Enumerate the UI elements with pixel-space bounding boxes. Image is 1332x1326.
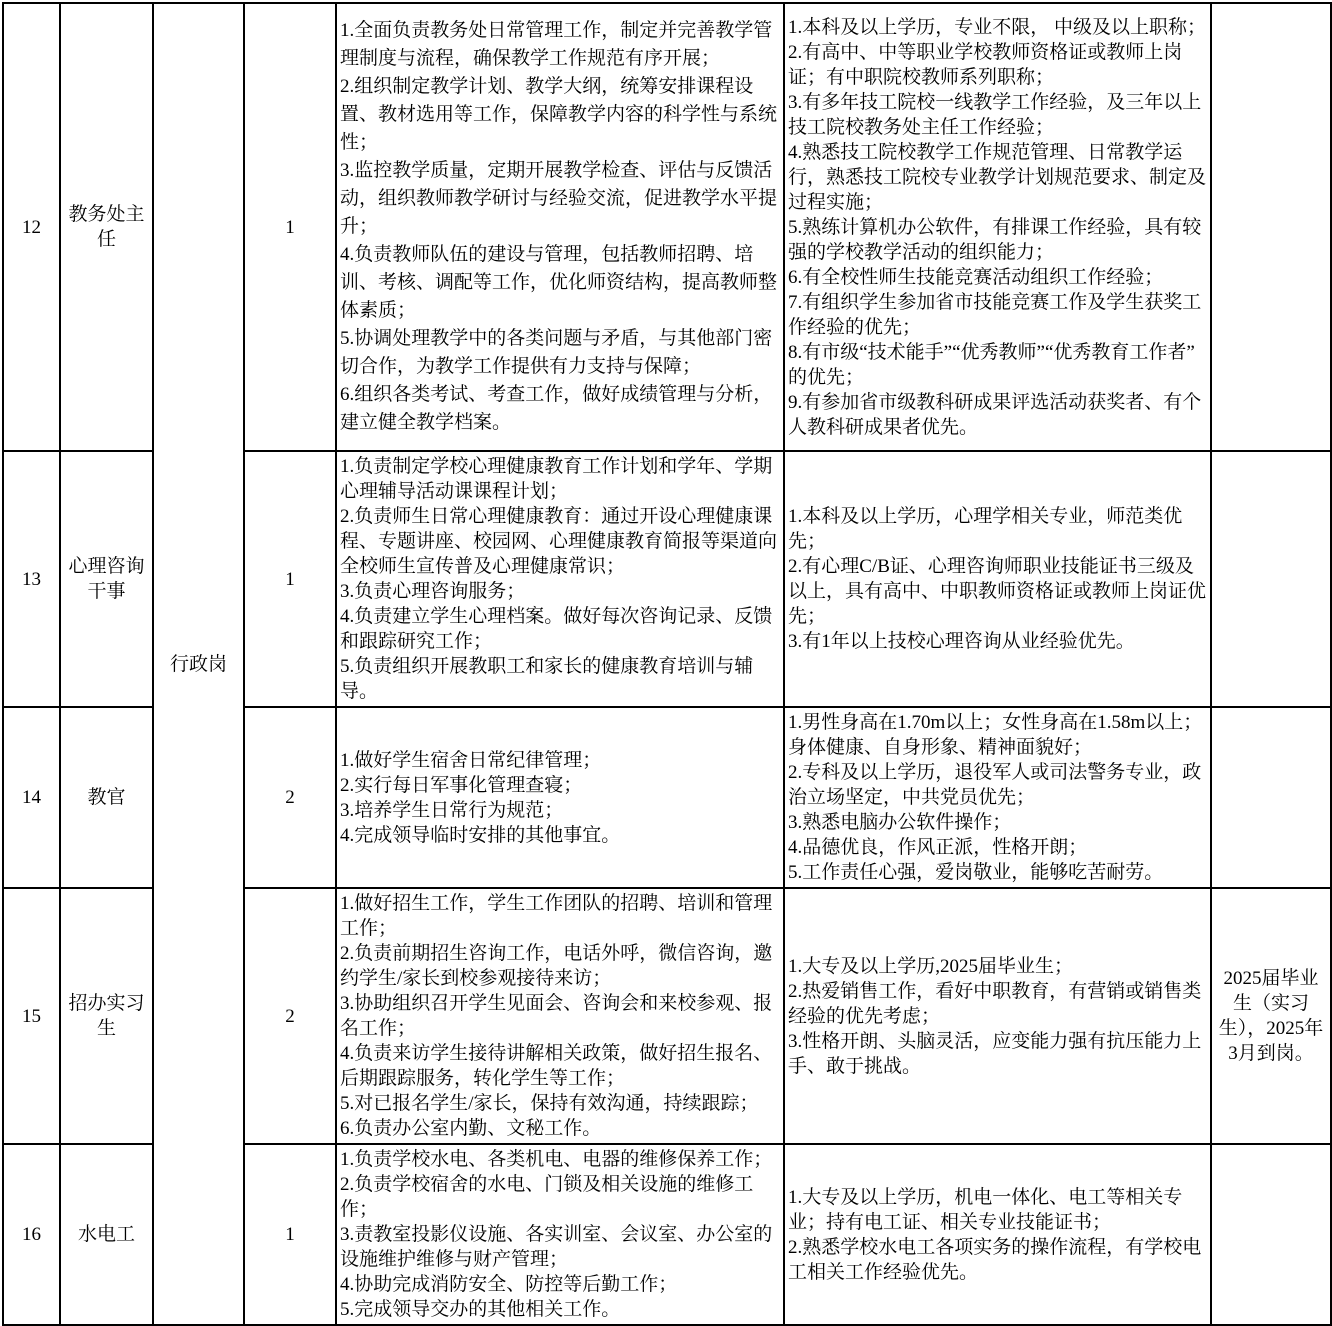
text-line: 2.负责学校宿舍的水电、门锁及相关设施的维修工作； [340,1174,754,1220]
text-line: 4.熟悉技工院校教学工作规范管理、日常教学运行，熟悉技工院校专业教学计划规范要求、制定及过程实施； [788,141,1207,213]
row-number: 13 [3,451,60,707]
text-line: 6.有全校性师生技能竞赛活动组织工作经验； [788,266,1164,288]
text-line: 4.负责教师队伍的建设与管理，包括教师招聘、培训、考核、调配等工作，优化师资结构，提高教师整体素质； [340,244,778,321]
text-line: 5.负责组织开展教职工和家长的健康教育培训与辅导。 [340,656,754,702]
text-line: 1.负责制定学校心理健康教育工作计划和学年、学期心理辅导活动课课程计划； [340,456,773,502]
text-line: 2.组织制定教学计划、教学大纲，统筹安排课程设置、教材选用等工作，保障教学内容的科学性与系统性； [340,76,778,153]
row-number: 16 [3,1144,60,1325]
text-line: 3.培养学生日常行为规范； [340,799,564,821]
table-row-12 [3,3,1331,451]
text-line: 1.做好招生工作，学生工作团队的招聘、培训和管理工作； [340,893,773,939]
text-line: 4.完成领导临时安排的其他事宜。 [340,824,621,846]
text-line: 2.有高中、中等职业学校教师资格证或教师上岗证；有中职院校教师系列职称； [788,41,1183,88]
text-line: 9.有参加省市级教科研成果评选活动获奖者、有个人教科研成果者优先。 [788,391,1202,438]
note-cell [1211,451,1331,707]
recruitment-table [2,2,1332,1326]
text-line: 4.负责建立学生心理档案。做好每次咨询记录、反馈和跟踪研究工作； [340,606,773,652]
text-line: 2.有心理C/B证、心理咨询师职业技能证书三级及以上，具有高中、中职教师资格证或教师上岗证优先； [788,556,1207,627]
text-line: 3.责教室投影仪设施、各实训室、会议室、办公室的设施维护维修与财产管理； [340,1224,773,1270]
headcount: 1 [244,451,336,707]
note-cell [1211,3,1331,451]
text-line: 2.负责师生日常心理健康教育：通过开设心理健康课程、专题讲座、校园网、心理健康教育简报等渠道向全校师生宣传普及心理健康常识； [340,506,778,577]
text-line: 6.组织各类考试、考查工作，做好成绩管理与分析，建立健全教学档案。 [340,384,773,433]
position-title: 水电工 [60,1144,153,1325]
text-line: 5.完成领导交办的其他相关工作。 [340,1299,621,1320]
text-line: 3.有1年以上技校心理咨询从业经验优先。 [788,631,1135,652]
position-title: 教务处主任 [60,3,153,451]
text-line: 3.协助组织召开学生见面会、咨询会和来校参观、报名工作； [340,993,773,1039]
duties-cell [336,3,784,451]
text-line: 5.协调处理教学中的各类问题与矛盾，与其他部门密切合作，为教学工作提供有力支持与保障； [340,328,773,377]
position-title: 招办实习生 [60,888,153,1144]
text-line: 1.男性身高在1.70m以上；女性身高在1.58m以上；身体健康、自身形象、精神面貌好； [788,712,1203,758]
duties-cell [336,888,784,1144]
position-title: 心理咨询干事 [60,451,153,707]
text-line: 2.实行每日军事化管理查寝； [340,774,583,796]
text-line: 3.有多年技工院校一线教学工作经验，及三年以上技工院校教务处主任工作经验； [788,91,1202,138]
row-number: 12 [3,3,60,451]
requirements-cell [784,707,1211,888]
headcount: 2 [244,888,336,1144]
text-line: 1.本科及以上学历，专业不限， 中级及以上职称； [788,16,1207,38]
text-line: 8.有市级“技术能手”“优秀教师”“优秀教育工作者”的优先； [788,341,1195,388]
note-cell [1211,707,1331,888]
headcount: 1 [244,3,336,451]
text-line: 4.协助完成消防安全、防控等后勤工作； [340,1274,678,1295]
text-line: 5.对已报名学生/家长，保持有效沟通，持续跟踪； [340,1093,759,1114]
text-line: 2.专科及以上学历，退役军人或司法警务专业，政治立场坚定，中共党员优先； [788,762,1202,808]
requirements-cell [784,3,1211,451]
text-line: 4.品德优良，作风正派，性格开朗； [788,837,1088,858]
text-line: 3.性格开朗、头脑灵活，应变能力强有抗压能力上手、敢于挑战。 [788,1030,1202,1077]
text-line: 3.负责心理咨询服务； [340,581,526,602]
text-line: 1.本科及以上学历，心理学相关专业，师范类优先； [788,506,1183,552]
text-line: 2.热爱销售工作，看好中职教育，有营销或销售类经验的优先考虑； [788,980,1202,1027]
text-line: 4.负责来访学生接待讲解相关政策，做好招生报名、后期跟踪服务，转化学生等工作； [340,1043,773,1089]
headcount: 1 [244,1144,336,1325]
text-line: 3.监控教学质量，定期开展教学检查、评估与反馈活动，组织教师教学研讨与经验交流，促进教学水平提升； [340,160,778,237]
requirements-cell [784,888,1211,1144]
text-line: 1.做好学生宿舍日常纪律管理； [340,749,602,771]
requirements-cell [784,1144,1211,1325]
position-title: 教官 [60,707,153,888]
note-cell: 2025届毕业生（实习生），2025年3月到岗。 [1211,888,1331,1144]
headcount: 2 [244,707,336,888]
row-number: 15 [3,888,60,1144]
text-line: 1.大专及以上学历，机电一体化、电工等相关专业；持有电工证、相关专业技能证书； [788,1186,1183,1233]
recruitment-table-body [3,3,1331,1325]
duties-cell [336,1144,784,1325]
duties-cell [336,707,784,888]
text-line: 1.大专及以上学历,2025届毕业生； [788,955,1074,977]
duties-cell [336,451,784,707]
row-number: 14 [3,707,60,888]
text-line: 1.负责学校水电、各类机电、电器的维修保养工作； [340,1149,773,1170]
text-line: 1.全面负责教务处日常管理工作，制定并完善教学管理制度与流程，确保教学工作规范有序开展； [340,20,773,69]
text-line: 5.工作责任心强，爱岗敬业，能够吃苦耐劳。 [788,862,1164,883]
note-cell [1211,1144,1331,1325]
text-line: 7.有组织学生参加省市技能竞赛工作及学生获奖工作经验的优先； [788,291,1202,338]
text-line: 2.熟悉学校水电工各项实务的操作流程，有学校电工相关工作经验优先。 [788,1236,1202,1283]
text-line: 5.熟练计算机办公软件，有排课工作经验，具有较强的学校教学活动的组织能力； [788,216,1202,263]
text-line: 6.负责办公室内勤、文秘工作。 [340,1118,602,1139]
text-line: 2.负责前期招生咨询工作，电话外呼，微信咨询，邀约学生/家长到校参观接待来访； [340,943,773,989]
text-line: 3.熟悉电脑办公软件操作； [788,812,1012,833]
category-cell: 行政岗 [153,3,244,1325]
requirements-cell [784,451,1211,707]
